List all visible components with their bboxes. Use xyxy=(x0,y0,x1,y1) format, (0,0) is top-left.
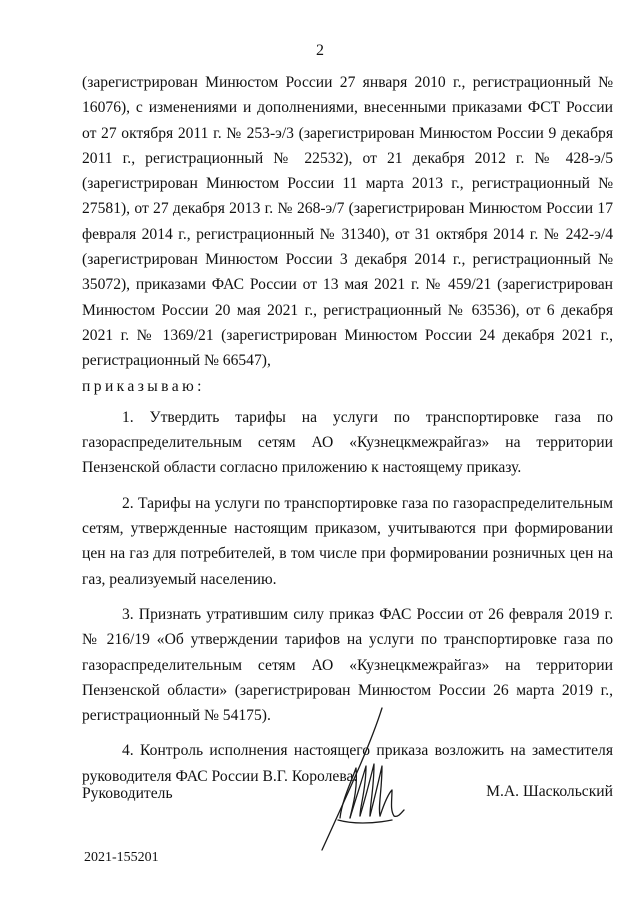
signer-role: Руководитель xyxy=(82,785,173,802)
paragraph-continuation: (зарегистрирован Минюстом России 27 января 2010 г., регистрационный № 16076), с изменениями и дополнениями, внесенными приказами ФСТ России от 27 октября 2011 г. № 253-э/3 (зарегистрирован Минюстом России 9 декабря 2011 г., регистрационный № 22532), от 21 декабря 2012 г. № 428-э/5 (зарегистрирован Минюстом России 11 марта 2013 г., регистрационный № 27581), от 27 декабря 2013 г. № 268-э/7 (зарегистрирован Минюстом России 17 февраля 2014 г., регистрационный № 31340), от 31 октября 2014 г. № 242-э/4 (зарегистрирован Минюстом России 3 декабря 2014 г., регистрационный № 35072), приказами ФАС России от 13 мая 2021 г. № 459/21 (зарегистрирован Минюстом России 20 мая 2021 г., регистрационный № 63536), от 6 декабря 2021 г. № 1369/21 (зарегистрирован Минюстом России 24 декабря 2021 г., регистрационный № 66547), xyxy=(82,74,613,370)
order-word: приказываю: xyxy=(82,377,205,395)
handwritten-signature xyxy=(312,700,452,870)
signer-name: М.А. Шаскольский xyxy=(486,783,613,800)
paragraph-item-1: 1. Утвердить тарифы на услуги по транспортировке газа по газораспределительным сетям АО «Кузнецкмежрайгаз» на территории Пензенской области согласно приложению к настоящему приказу. xyxy=(82,408,613,477)
paragraph-item-4: 4. Контроль исполнения настоящего приказа возложить на заместителя руководителя ФАС России В.Г. Королева. xyxy=(82,742,613,785)
paragraph-item-3: 3. Признать утратившим силу приказ ФАС России от 26 февраля 2019 г. № 216/19 «Об утверждении тарифов на услуги по транспортировке газа по газораспределительным сетям АО «Кузнецкмежрайгаз» на территории Пензенской области» (зарегистрирован Минюстом России 26 марта 2019 г., регистрационный № 54175). xyxy=(82,605,613,725)
document-number: 2021-155201 xyxy=(84,850,159,865)
page-number: 2 xyxy=(316,42,324,59)
document-body xyxy=(82,70,613,789)
paragraph-item-2: 2. Тарифы на услуги по транспортировке газа по газораспределительным сетям, утвержденные настоящим приказом, учитываются при формировании цен на газ для потребителей, в том числе при формировании розничных цен на газ, реализуемый населению. xyxy=(82,494,613,588)
